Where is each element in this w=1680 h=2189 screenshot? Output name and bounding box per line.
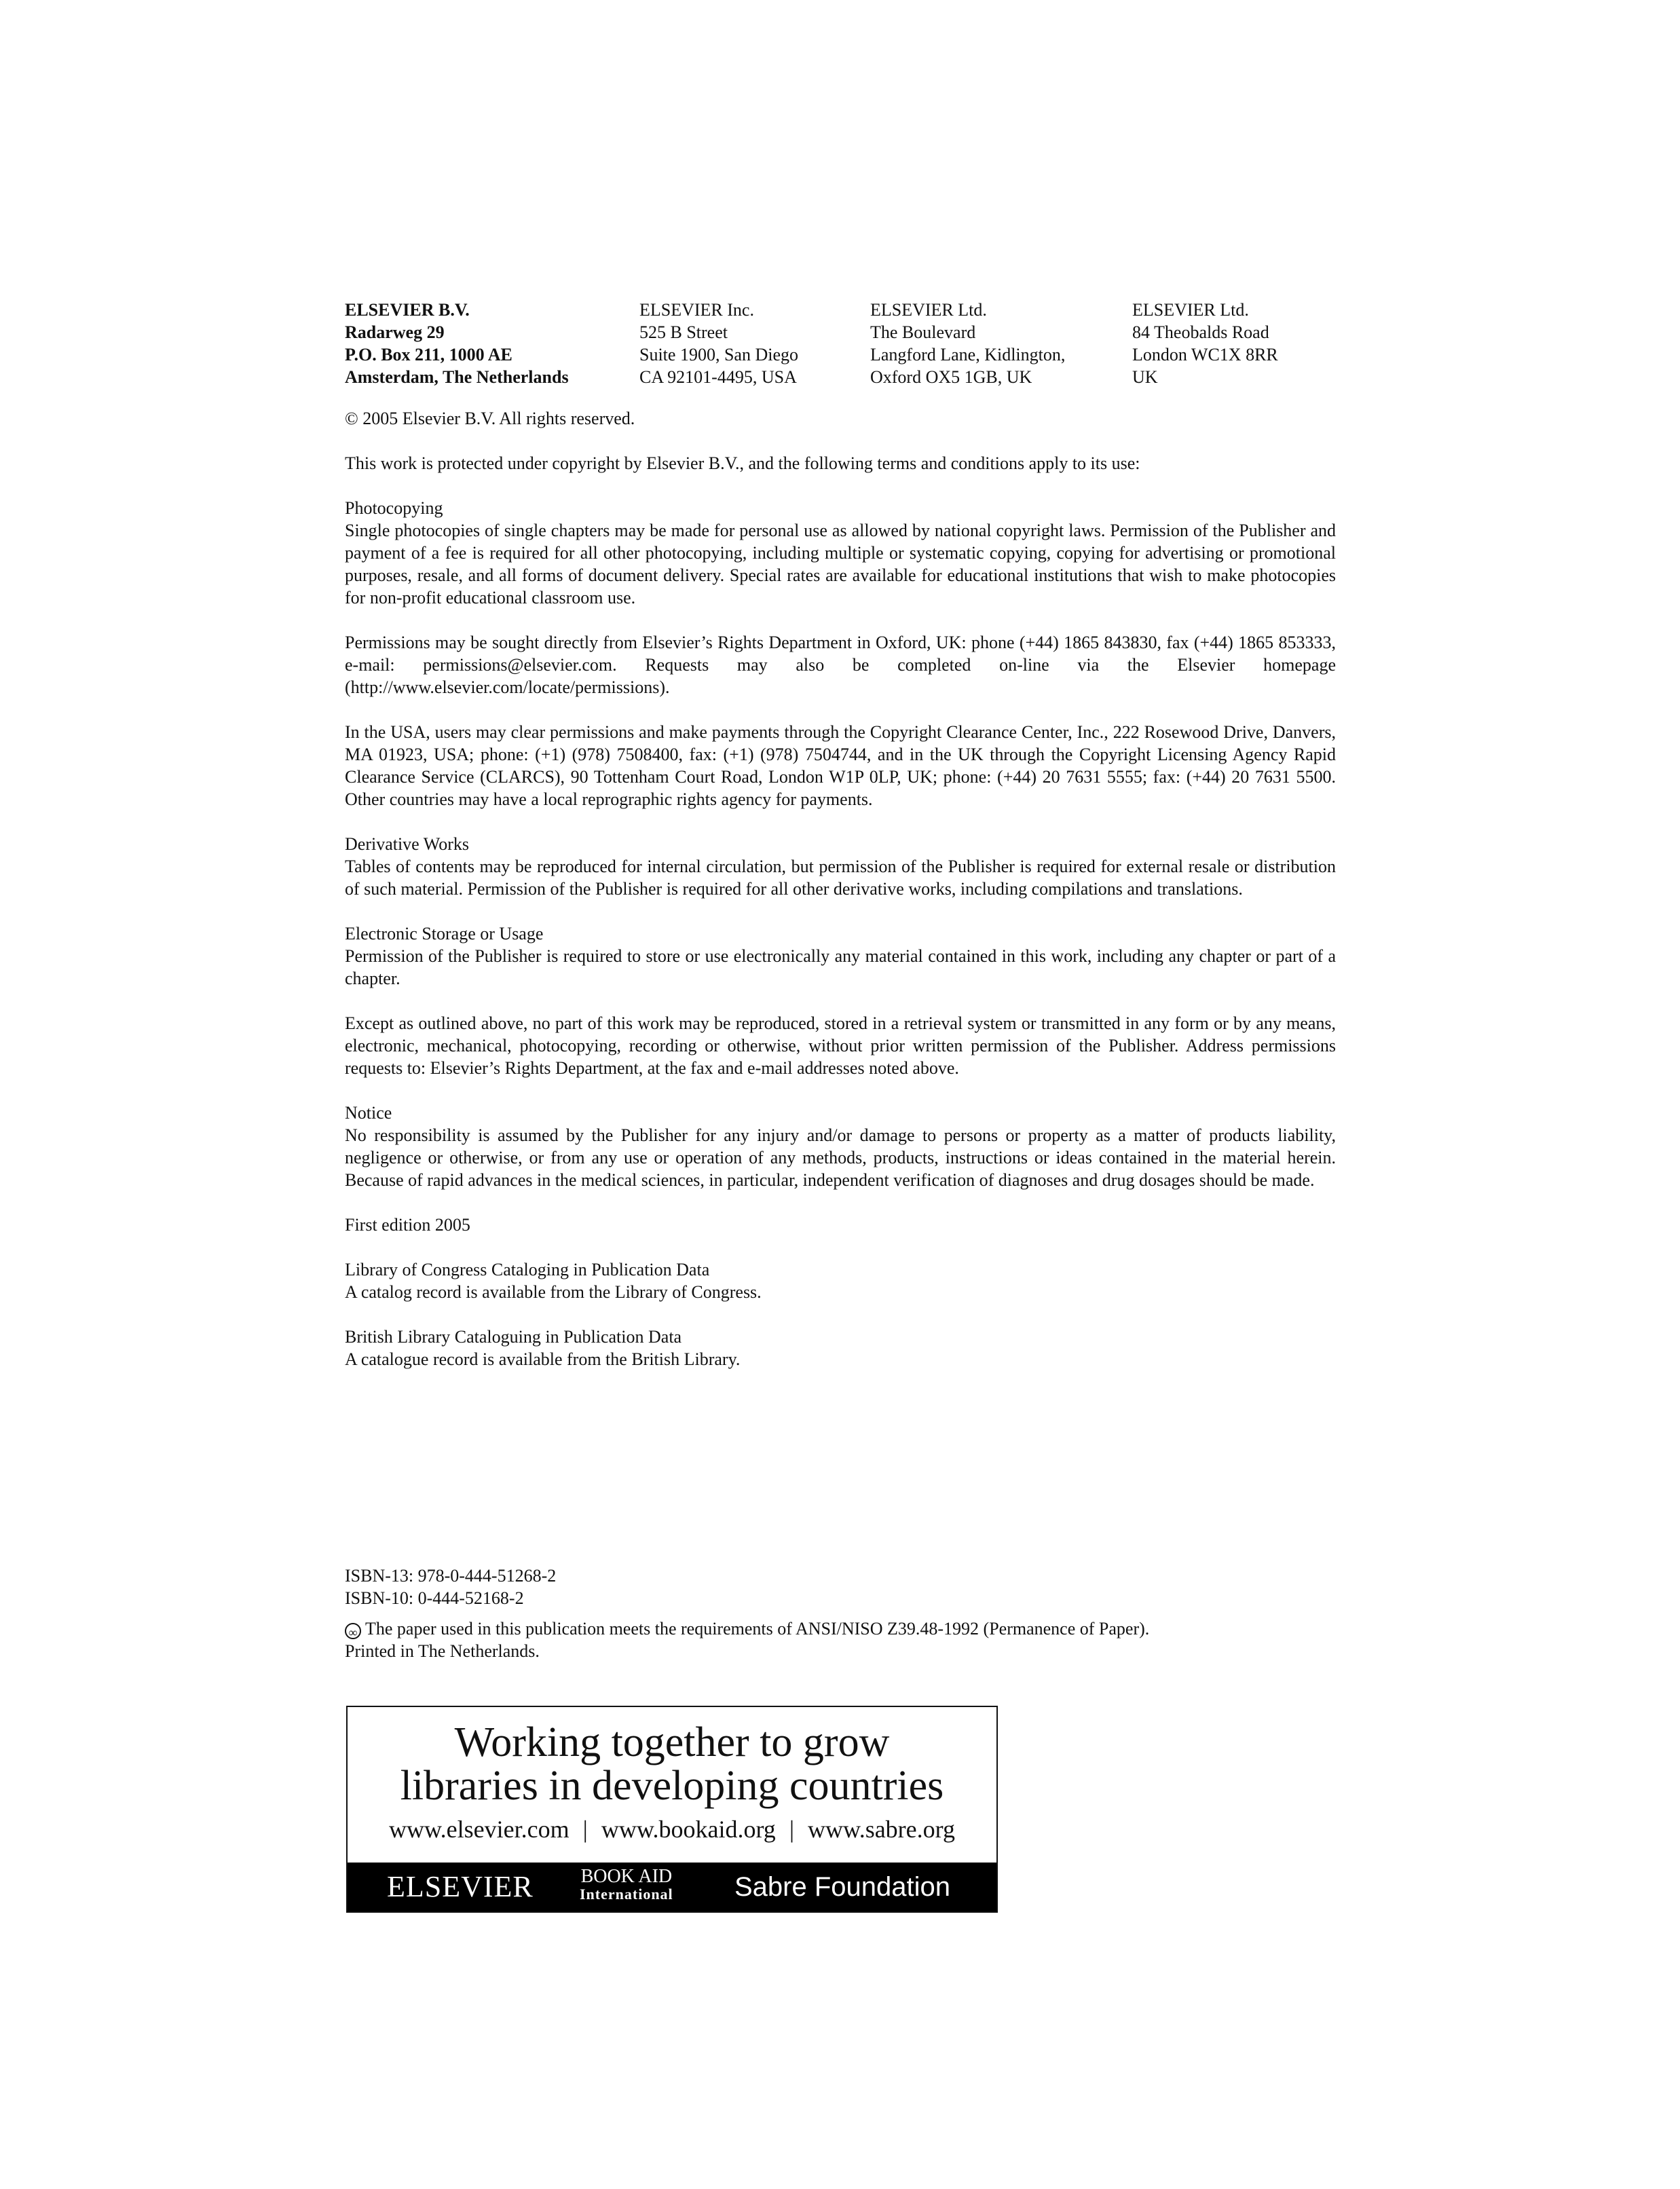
link-bookaid[interactable]: www.bookaid.org xyxy=(601,1816,776,1843)
section-heading: British Library Cataloguing in Publication Data xyxy=(345,1327,682,1347)
banner-title xyxy=(348,1721,996,1808)
address-line: UK xyxy=(1132,367,1158,387)
banner-title-line: Working together to grow xyxy=(454,1719,890,1765)
copyright-page xyxy=(345,299,1336,1370)
bookaid-logo-sub: International xyxy=(580,1886,673,1903)
address-line: The Boulevard xyxy=(870,322,976,342)
paragraph: Tables of contents may be reproduced for internal circulation, but permission of the Publisher is required for external resale or distribution of such material. Permission of the Publisher is required for all other derivative works, including compilations and translations. xyxy=(345,857,1336,899)
section-heading: Derivative Works xyxy=(345,834,469,854)
paper-text: The paper used in this publication meets the requirements of ANSI/NISO Z39.48-1992 (Permanence of Paper). xyxy=(365,1619,1150,1639)
photocopying-section xyxy=(345,497,1336,810)
address-line: Suite 1900, San Diego xyxy=(639,345,798,364)
copyright-notice: © 2005 Elsevier B.V. All rights reserved. xyxy=(345,409,635,428)
paper-note xyxy=(345,1617,1336,1662)
publisher-addresses xyxy=(345,299,1336,388)
isbn-10: ISBN-10: 0-444-52168-2 xyxy=(345,1588,524,1608)
address-line: Oxford OX5 1GB, UK xyxy=(870,367,1032,387)
address-line: P.O. Box 211, 1000 AE xyxy=(345,345,512,364)
paragraph: Permissions may be sought directly from Elsevier’s Rights Department in Oxford, UK: phone (+44) 1865 843830, fax (+44) 1865 853333, e-mail: permissions@elsevier.com. Requests may also be completed on-line via the Elsevier homepage (http://www.elsevier.com/locate/permissions). xyxy=(345,633,1336,697)
address-line: ELSEVIER Ltd. xyxy=(870,300,987,320)
address-line: Radarweg 29 xyxy=(345,322,445,342)
section-heading: Photocopying xyxy=(345,498,443,518)
section-heading: Library of Congress Cataloging in Publication Data xyxy=(345,1260,710,1279)
loc-cip xyxy=(345,1258,1336,1303)
infinity-icon: ∞ xyxy=(345,1623,361,1639)
bookaid-logo-text: BOOK AID xyxy=(580,1866,673,1887)
address-inc xyxy=(639,299,870,388)
address-bv xyxy=(345,299,639,388)
paragraph: Single photocopies of single chapters may be made for personal use as allowed by national copyright laws. Permission of the Publisher and payment of a fee is required for all other photocopying, including multiple or systematic copying, copying for advertising or promotional purposes, resale, and all forms of document delivery. Special rates are available for educational institutions that wish to make photocopies for non-profit educational classroom use. xyxy=(345,521,1336,607)
address-line: ELSEVIER Inc. xyxy=(639,300,754,320)
edition-text: First edition 2005 xyxy=(345,1215,470,1235)
banner-title-line: libraries in developing countries xyxy=(400,1763,944,1809)
address-line: London WC1X 8RR xyxy=(1132,345,1278,364)
address-line: 525 B Street xyxy=(639,322,728,342)
electronic-section xyxy=(345,922,1336,1079)
address-line: CA 92101-4495, USA xyxy=(639,367,797,387)
banner-links xyxy=(348,1816,996,1843)
address-line: Amsterdam, The Netherlands xyxy=(345,367,569,387)
sabre-logo: Sabre Foundation xyxy=(734,1872,951,1902)
separator: | xyxy=(582,1816,588,1843)
notice-section xyxy=(345,1102,1336,1191)
paragraph: A catalog record is available from the Library of Congress. xyxy=(345,1282,762,1302)
paragraph: Except as outlined above, no part of this work may be reproduced, stored in a retrieval system or transmitted in any form or by any means, electronic, mechanical, photocopying, recording or otherwise, without prior written permission of the Publisher. Address permissions requests to: Elsevier’s Rights Department, at the fax and e-mail addresses noted above. xyxy=(345,1013,1336,1078)
address-line: Langford Lane, Kidlington, xyxy=(870,345,1066,364)
address-line: 84 Theobalds Road xyxy=(1132,322,1269,342)
address-line: ELSEVIER Ltd. xyxy=(1132,300,1249,320)
printed-text: Printed in The Netherlands. xyxy=(345,1641,540,1661)
address-ltd-oxford xyxy=(870,299,1132,388)
intro-text: This work is protected under copyright by Elsevier B.V., and the following terms and conditions apply to its use: xyxy=(345,453,1140,473)
paragraph: Permission of the Publisher is required to store or use electronically any material contained in this work, including any chapter or part of a chapter. xyxy=(345,946,1336,988)
derivative-section xyxy=(345,833,1336,900)
address-ltd-london xyxy=(1132,299,1336,388)
isbn-13: ISBN-13: 978-0-444-51268-2 xyxy=(345,1566,557,1586)
logo-bar xyxy=(348,1863,996,1911)
isbn-block xyxy=(345,1565,556,1609)
link-elsevier[interactable]: www.elsevier.com xyxy=(389,1816,570,1843)
address-line: ELSEVIER B.V. xyxy=(345,300,470,320)
paragraph: In the USA, users may clear permissions and make payments through the Copyright Clearance Center, Inc., 222 Rosewood Drive, Danvers, MA 01923, USA; phone: (+1) (978) 7508400, fax: (+1) (978) 7504744, and in the UK through the Copyright Licensing Agency Rapid Clearance Service (CLARCS), 90 Tottenham Court Road, London W1P 0LP, UK; phone: (+44) 20 7631 5555; fax: (+44) 20 7631 5500. Other countries may have a local reprographic rights agency for payments. xyxy=(345,722,1336,809)
bookaid-logo xyxy=(580,1868,673,1903)
section-heading: Electronic Storage or Usage xyxy=(345,924,544,943)
bl-cip xyxy=(345,1326,1336,1370)
link-sabre[interactable]: www.sabre.org xyxy=(808,1816,955,1843)
paragraph: A catalogue record is available from the British Library. xyxy=(345,1349,741,1369)
paragraph: No responsibility is assumed by the Publisher for any injury and/or damage to persons or property as a matter of products liability, negligence or otherwise, or from any use or operation of any methods, products, instructions or ideas contained in the material herein. Because of rapid advances in the medical sciences, in particular, independent verification of diagnoses and drug dosages should be made. xyxy=(345,1125,1336,1190)
separator: | xyxy=(789,1816,795,1843)
section-heading: Notice xyxy=(345,1103,392,1123)
elsevier-logo: ELSEVIER xyxy=(387,1870,534,1903)
book-aid-banner xyxy=(346,1706,998,1913)
